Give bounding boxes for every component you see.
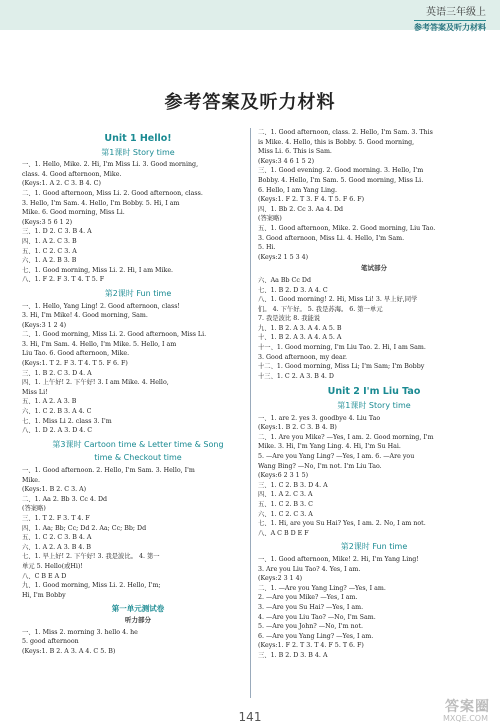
running-header [414, 3, 486, 33]
answer-line: 四、1. 上午好! 2. 下午好! 3. I am Mike. 4. Hello, [22, 379, 169, 387]
answer-line: 3. Hello, I'm Sam. 4. Hello, I'm Bobby. 5. Hi, I am [22, 199, 180, 207]
answer-line: (Keys:1. B 2. C 3. A) [22, 486, 87, 494]
answer-line: 三、1. Good evening. 2. Good morning. 3. Hello, I'm [258, 167, 424, 175]
answer-line: 5. good afternoon [22, 638, 79, 646]
answer-line: 十一、1. Good morning, I'm Liu Tao. 2. Hi, I am Sam. [258, 344, 426, 352]
answer-line: 们。 4. 下午好。 5. 我是苏海。 6. 第一单元 [258, 305, 383, 313]
right-column [258, 128, 490, 660]
lesson-heading: 第1课时 Story time [337, 401, 411, 411]
watermark-logo: 答案圈 [445, 699, 490, 715]
answer-line: 6. —Are you Yang Ling? —Yes, I am. [258, 632, 374, 640]
left-column [22, 128, 254, 656]
answer-line: 九、1. B 2. A 3. A 4. A 5. B [258, 324, 342, 332]
page-title: 参考答案及听力材料 [164, 92, 336, 113]
answer-line: 八、1. F 2. F 3. T 4. T 5. F [22, 276, 105, 284]
answer-line: 五、1. C 2. C 3. B 4. A [22, 534, 92, 542]
answer-line: 三、1. B 2. C 3. D 4. A [22, 369, 92, 377]
answer-line: 六、1. C 2. C 3. A [258, 510, 313, 518]
answer-line: 3. Hi, I'm Sam. 4. Hello, I'm Mike. 5. Hello, I am [22, 340, 177, 348]
answer-line: 单元 5. Hello(或Hi)! [22, 562, 83, 570]
answer-line: (Keys:6 2 3 1 5) [258, 472, 309, 480]
answer-line: 五、1. C 2. C 3. A [22, 247, 77, 255]
answer-line: 八、1. D 2. A 3. D 4. C [22, 427, 93, 435]
answer-line: (Keys:2 3 1 4) [258, 575, 303, 583]
answer-line: 六、1. A 2. B 3. B [22, 257, 77, 265]
answer-line: 一、1. Good afternoon. 2. Hello, I'm Sam. 3. Hello, I'm [22, 467, 195, 474]
answer-line: 二、1. Good afternoon, class. 2. Hello, I'm Sam. 3. This [258, 129, 433, 136]
section-label: 笔试部分 [361, 264, 387, 273]
answer-line: Wang Bing? —No, I'm not. I'm Liu Tao. [258, 462, 382, 470]
answer-line: 三、1. T 2. F 3. T 4. F [22, 514, 90, 522]
answer-line: 一、1. Hello, Yang Ling! 2. Good afternoon, class! [22, 302, 180, 310]
answer-line: 3. Good afternoon, my dear. [258, 353, 348, 361]
answer-line: 九、1. Good morning, Miss Li. 2. Hello, I'm; [22, 582, 161, 590]
answer-line: (Keys:2 1 5 3 4) [258, 253, 309, 261]
header-title: 英语三年级上 [426, 7, 486, 18]
answer-line: class. 4. Good afternoon, Mike. [22, 170, 122, 178]
answer-line: Bobby. 4. Hello, I'm Sam. 5. Good morning, Miss Li. [258, 176, 424, 184]
answer-line: 十二、1. Good morning, Miss Li; I'm Sam; I'm Bobby [258, 363, 425, 371]
answer-line: 4. —Are you Liu Tao? —No, I'm Sam. [258, 613, 376, 621]
page-number: 141 [238, 710, 262, 724]
answer-line: Mike. 3. Hi, I'm Yang Ling. 4. Hi, I'm Su Hai. [258, 443, 401, 451]
answer-line: (Keys:1. A 2. C 3. B 4. C) [22, 180, 101, 188]
answer-line: 七、1. Miss Li 2. class 3. I'm [22, 417, 112, 425]
answer-line: 八、A C B D E F [258, 529, 309, 537]
answer-line: 二、1. Good afternoon, Miss Li. 2. Good afternoon, class. [22, 189, 203, 197]
lesson-heading: 第2课时 Fun time [340, 542, 408, 552]
answer-line: 四、1. A 2. C 3. B [22, 237, 77, 245]
answer-line: 三、1. C 2. B 3. D 4. A [258, 481, 328, 489]
answer-line: 七、1. Good morning, Miss Li. 2. Hi, I am Mike. [22, 266, 174, 274]
unit-heading: Unit 2 I'm Liu Tao [327, 386, 421, 398]
answer-line: 五、1. Good afternoon, Mike. 2. Good morning, Liu Tao. [258, 224, 436, 232]
answer-line: Mike. [22, 476, 41, 484]
answer-line: 二、1. Are you Mike? —Yes, I am. 2. Good morning, I'm [258, 433, 434, 441]
answer-line: 八、C B E A D [22, 572, 67, 580]
answer-line: is Mike. 4. Hello, this is Bobby. 5. Good morning, [258, 138, 415, 146]
answer-line: 六、Aa Bb Cc Dd [258, 276, 311, 284]
lesson-heading: 第2课时 Fun time [104, 288, 172, 298]
answer-line: (Keys:1. F 2. T 3. F 4. T 5. F 6. F) [258, 196, 365, 204]
answer-line: 2. —Are you Mike? —Yes, I am. [258, 594, 358, 602]
answer-line: 3. Hi, I'm Mike! 4. Good morning, Sam. [22, 312, 148, 320]
answer-line: 十、1. B 2. A 3. A 4. A 5. A [258, 334, 342, 342]
answer-line: 6. Hello, I am Yang Ling. [258, 186, 338, 194]
answer-line: 5. Hi. [258, 244, 276, 252]
watermark-url: MXQE.COM [442, 714, 488, 723]
answer-line: 一、1. Miss 2. morning 3. hello 4. he [22, 628, 138, 636]
answer-line: 五、1. A 2. A 3. B [22, 398, 77, 406]
answer-line: Liu Tao. 6. Good afternoon, Mike. [22, 350, 130, 358]
answer-line: 3. Good afternoon, Miss Li. 4. Hello, I'm Sam. [258, 234, 405, 242]
answer-line: 7. 我是波比 8. 我能说 [258, 315, 321, 323]
answer-line: 六、1. A 2. A 3. B 4. B [22, 543, 91, 551]
answer-line: 一、1. Good afternoon, Mike! 2. Hi, I'm Yang Ling! [258, 555, 419, 563]
lesson-heading: 第1课时 Story time [101, 147, 175, 157]
answer-line: (Keys:1. T 2. F 3. T 4. T 5. F 6. F) [22, 360, 128, 368]
answer-line: (Keys:3 5 6 1 2) [22, 218, 73, 226]
answer-line: (Keys:1. B 2. C 3. B 4. B) [258, 424, 337, 432]
answer-line: 十三、1. C 2. A 3. B 4. D [258, 372, 334, 380]
unit-test-heading: 第一单元测试卷 [111, 604, 165, 614]
unit-heading: Unit 1 Hello! [104, 133, 172, 144]
answer-line: 二、1. Aa 2. Bb 3. Cc 4. Dd [22, 495, 108, 503]
lesson-heading: 第3课时 Cartoon time & Letter time & Song [52, 439, 224, 449]
answer-line: (Keys:1. B 2. A 3. A 4. C 5. B) [22, 647, 116, 655]
answer-line: Miss Li. 6. This is Sam. [258, 148, 332, 156]
answer-line: 5. —Are you Yang Ling? —Yes, I am. 6. —Are you [258, 453, 415, 460]
answer-line: (答案略) [258, 215, 282, 223]
answer-line: 三、1. D 2. C 3. B 4. A [22, 228, 92, 236]
answer-line: 四、1. Bb 2. Cc 3. Aa 4. Dd [258, 205, 344, 213]
column-divider [250, 128, 251, 698]
answer-line: (Keys:1. F 2. T 3. T 4. F 5. T 6. F) [258, 642, 364, 650]
answer-line: (Keys:3 1 2 4) [22, 321, 67, 329]
answer-line: 一、1. Hello, Mike. 2. Hi, I'm Miss Li. 3. Good morning, [22, 161, 199, 169]
answer-line: (答案略) [22, 505, 46, 513]
section-label: 听力部分 [125, 615, 151, 624]
answer-line: 四、1. Aa; Bb; Cc; Dd 2. Aa; Cc; Bb; Dd [22, 524, 147, 532]
header-subtitle: 参考答案及听力材料 [414, 20, 486, 33]
lesson-heading: time & Checkout time [94, 453, 182, 463]
answer-line: 八、1. Good morning! 2. Hi, Miss Li! 3. 早上好,同学 [258, 296, 418, 304]
answer-line: (Keys:3 4 6 1 5 2) [258, 157, 315, 165]
answer-line: Mike. 6. Good morning, Miss Li. [22, 209, 125, 217]
answer-line: 四、1. A 2. C 3. A [258, 491, 313, 499]
answer-line: 五、1. C 2. B 3. C [258, 500, 313, 508]
answer-line: 七、1. B 2. D 3. A 4. C [258, 286, 328, 294]
answer-line: Hi, I'm Bobby [22, 591, 66, 599]
answer-line: 七、1. 早上好! 2. 下午好! 3. 我是波比。 4. 第一 [22, 553, 160, 561]
answer-line: 二、1. Good morning, Miss Li. 2. Good afternoon, Miss Li. [22, 331, 207, 339]
answer-line: 六、1. C 2. B 3. A 4. C [22, 408, 92, 416]
answer-line: 七、1. Hi, are you Su Hai? Yes, I am. 2. No, I am not. [258, 520, 426, 528]
answer-line: 3. Are you Liu Tao? 4. Yes, I am. [258, 565, 361, 573]
answer-line: 二、1. —Are you Yang Ling? —Yes, I am. [258, 584, 386, 592]
answer-line: Miss Li! [22, 388, 48, 396]
answer-line: 一、1. are 2. yes 3. goodbye 4. Liu Tao [258, 414, 381, 422]
answer-line: 3. —Are you Su Hai? —Yes, I am. [258, 603, 364, 611]
answer-line: 5. —Are you John? —No, I'm not. [258, 623, 363, 631]
answer-line: 三、1. B 2. D 3. B 4. A [258, 651, 328, 659]
